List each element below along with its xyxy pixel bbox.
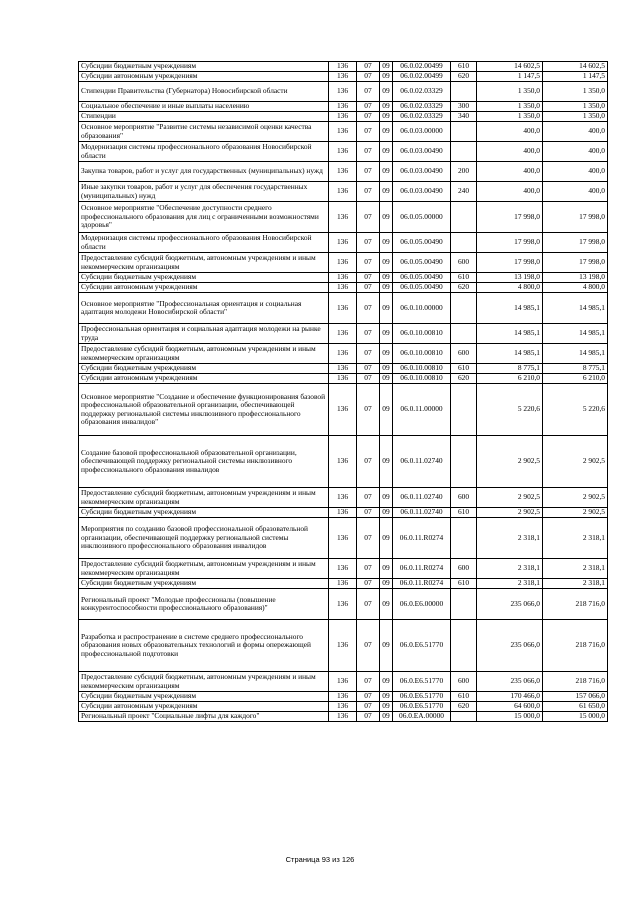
table-row	[79, 253, 608, 273]
cell-csr: 06.0.11.00000	[393, 384, 451, 436]
cell-csr: 06.0.11.02740	[393, 508, 451, 518]
cell-csr: 06.0.03.00490	[393, 182, 451, 202]
table-row	[79, 293, 608, 324]
cell-vr: 600	[451, 488, 477, 508]
cell-gr: 136	[329, 102, 357, 112]
cell-sum-1: 1 350,0	[477, 102, 543, 112]
cell-csr: 06.0.E6.00000	[393, 589, 451, 620]
cell-sum-1: 170 466,0	[477, 692, 543, 702]
item-name: Субсидии бюджетным учреждениям	[79, 62, 329, 72]
cell-vr: 600	[451, 559, 477, 579]
item-name: Стипендии	[79, 112, 329, 122]
item-name: Мероприятия по созданию базовой профессиональной образовательной организации, обеспечивающей поддержку региональной системы инклюзивного профессионального образования инвалидов	[79, 518, 329, 559]
cell-rz: 07	[357, 283, 380, 293]
table-row	[79, 122, 608, 142]
cell-pr: 09	[380, 253, 393, 273]
item-name: Субсидии бюджетным учреждениям	[79, 273, 329, 283]
cell-sum-1: 2 902,5	[477, 436, 543, 488]
cell-rz: 07	[357, 182, 380, 202]
cell-csr: 06.0.10.00810	[393, 374, 451, 384]
cell-vr	[451, 436, 477, 488]
cell-gr: 136	[329, 672, 357, 692]
cell-rz: 07	[357, 162, 380, 182]
cell-pr: 09	[380, 142, 393, 162]
cell-pr: 09	[380, 712, 393, 722]
cell-gr: 136	[329, 162, 357, 182]
cell-pr: 09	[380, 508, 393, 518]
cell-vr	[451, 518, 477, 559]
item-name: Стипендии Правительства (Губернатора) Новосибирской области	[79, 82, 329, 102]
cell-rz: 07	[357, 82, 380, 102]
cell-gr: 136	[329, 283, 357, 293]
cell-sum-1: 64 600,0	[477, 702, 543, 712]
cell-gr: 136	[329, 518, 357, 559]
cell-sum-1: 13 198,0	[477, 273, 543, 283]
cell-gr: 136	[329, 293, 357, 324]
cell-sum-2: 2 318,1	[543, 559, 608, 579]
cell-sum-2: 157 066,0	[543, 692, 608, 702]
cell-gr: 136	[329, 579, 357, 589]
cell-sum-1: 17 998,0	[477, 233, 543, 253]
cell-sum-2: 218 716,0	[543, 672, 608, 692]
cell-sum-1: 2 902,5	[477, 508, 543, 518]
cell-rz: 07	[357, 233, 380, 253]
cell-pr: 09	[380, 589, 393, 620]
cell-sum-2: 17 998,0	[543, 202, 608, 233]
cell-vr: 240	[451, 182, 477, 202]
cell-vr	[451, 589, 477, 620]
cell-vr: 600	[451, 344, 477, 364]
cell-csr: 06.0.EA.00000	[393, 712, 451, 722]
cell-rz: 07	[357, 293, 380, 324]
table-row	[79, 374, 608, 384]
cell-sum-2: 1 350,0	[543, 102, 608, 112]
cell-rz: 07	[357, 712, 380, 722]
cell-pr: 09	[380, 202, 393, 233]
cell-vr: 620	[451, 283, 477, 293]
cell-sum-1: 400,0	[477, 182, 543, 202]
cell-csr: 06.0.05.00490	[393, 253, 451, 273]
cell-rz: 07	[357, 672, 380, 692]
cell-rz: 07	[357, 364, 380, 374]
cell-pr: 09	[380, 324, 393, 344]
cell-gr: 136	[329, 712, 357, 722]
cell-pr: 09	[380, 692, 393, 702]
cell-rz: 07	[357, 692, 380, 702]
cell-sum-2: 15 000,0	[543, 712, 608, 722]
cell-vr	[451, 233, 477, 253]
cell-rz: 07	[357, 72, 380, 82]
item-name: Предоставление субсидий бюджетным, автономным учреждениям и иным некоммерческим организациям	[79, 559, 329, 579]
cell-rz: 07	[357, 112, 380, 122]
cell-vr: 610	[451, 273, 477, 283]
cell-csr: 06.0.11.02740	[393, 488, 451, 508]
cell-sum-2: 14 602,5	[543, 62, 608, 72]
cell-csr: 06.0.05.00490	[393, 283, 451, 293]
cell-gr: 136	[329, 559, 357, 579]
cell-vr: 600	[451, 253, 477, 273]
cell-vr: 610	[451, 692, 477, 702]
cell-vr: 340	[451, 112, 477, 122]
cell-vr	[451, 142, 477, 162]
cell-rz: 07	[357, 122, 380, 142]
table-row	[79, 488, 608, 508]
item-name: Профессиональная ориентация и социальная адаптация молодежи на рынке труда	[79, 324, 329, 344]
cell-gr: 136	[329, 508, 357, 518]
cell-sum-1: 235 066,0	[477, 589, 543, 620]
table-body	[79, 62, 608, 722]
item-name: Субсидии бюджетным учреждениям	[79, 364, 329, 374]
cell-vr	[451, 82, 477, 102]
table-row	[79, 82, 608, 102]
cell-pr: 09	[380, 72, 393, 82]
cell-vr	[451, 293, 477, 324]
cell-csr: 06.0.E6.51770	[393, 702, 451, 712]
cell-csr: 06.0.03.00490	[393, 162, 451, 182]
item-name: Предоставление субсидий бюджетным, автономным учреждениям и иным некоммерческим организациям	[79, 672, 329, 692]
cell-sum-1: 17 998,0	[477, 253, 543, 273]
page-number: Страница 93 из 126	[285, 855, 355, 864]
table-row	[79, 112, 608, 122]
cell-sum-2: 2 902,5	[543, 488, 608, 508]
cell-vr: 610	[451, 508, 477, 518]
cell-rz: 07	[357, 488, 380, 508]
cell-vr: 610	[451, 62, 477, 72]
cell-rz: 07	[357, 579, 380, 589]
cell-sum-1: 2 318,1	[477, 518, 543, 559]
cell-gr: 136	[329, 702, 357, 712]
cell-sum-1: 2 318,1	[477, 559, 543, 579]
cell-csr: 06.0.10.00810	[393, 324, 451, 344]
cell-pr: 09	[380, 293, 393, 324]
cell-sum-1: 1 350,0	[477, 112, 543, 122]
cell-gr: 136	[329, 182, 357, 202]
cell-sum-1: 1 147,5	[477, 72, 543, 82]
cell-sum-1: 8 775,1	[477, 364, 543, 374]
cell-csr: 06.0.02.03329	[393, 102, 451, 112]
table-row	[79, 233, 608, 253]
table-row	[79, 344, 608, 364]
cell-rz: 07	[357, 374, 380, 384]
cell-sum-2: 2 318,1	[543, 579, 608, 589]
cell-sum-2: 6 210,0	[543, 374, 608, 384]
cell-rz: 07	[357, 273, 380, 283]
cell-sum-1: 14 985,1	[477, 293, 543, 324]
cell-vr: 600	[451, 672, 477, 692]
cell-gr: 136	[329, 384, 357, 436]
cell-gr: 136	[329, 344, 357, 364]
cell-pr: 09	[380, 559, 393, 579]
table-row	[79, 202, 608, 233]
item-name: Субсидии автономным учреждениям	[79, 702, 329, 712]
cell-sum-1: 235 066,0	[477, 620, 543, 672]
cell-gr: 136	[329, 436, 357, 488]
cell-csr: 06.0.02.00499	[393, 62, 451, 72]
cell-sum-2: 218 716,0	[543, 620, 608, 672]
cell-gr: 136	[329, 82, 357, 102]
table-row	[79, 508, 608, 518]
item-name: Основное мероприятие "Профессиональная ориентация и социальная адаптация молодежи Новосибирской области"	[79, 293, 329, 324]
cell-gr: 136	[329, 122, 357, 142]
cell-csr: 06.0.02.00499	[393, 72, 451, 82]
cell-csr: 06.0.03.00000	[393, 122, 451, 142]
table-row	[79, 364, 608, 374]
cell-csr: 06.0.E6.51770	[393, 672, 451, 692]
budget-table	[78, 61, 608, 722]
cell-sum-1: 14 985,1	[477, 324, 543, 344]
cell-vr: 200	[451, 162, 477, 182]
table-row	[79, 518, 608, 559]
cell-csr: 06.0.10.00810	[393, 344, 451, 364]
cell-gr: 136	[329, 620, 357, 672]
table-row	[79, 672, 608, 692]
table-row	[79, 559, 608, 579]
cell-rz: 07	[357, 559, 380, 579]
cell-gr: 136	[329, 364, 357, 374]
cell-csr: 06.0.05.00490	[393, 273, 451, 283]
cell-pr: 09	[380, 518, 393, 559]
cell-csr: 06.0.02.03329	[393, 82, 451, 102]
cell-sum-2: 1 350,0	[543, 112, 608, 122]
cell-sum-1: 400,0	[477, 142, 543, 162]
table-row	[79, 102, 608, 112]
table-row	[79, 273, 608, 283]
cell-csr: 06.0.05.00490	[393, 233, 451, 253]
cell-sum-1: 14 602,5	[477, 62, 543, 72]
item-name: Субсидии автономным учреждениям	[79, 374, 329, 384]
table-row	[79, 702, 608, 712]
cell-pr: 09	[380, 436, 393, 488]
table-row	[79, 162, 608, 182]
cell-csr: 06.0.E6.51770	[393, 692, 451, 702]
item-name: Субсидии бюджетным учреждениям	[79, 508, 329, 518]
cell-csr: 06.0.11.R0274	[393, 559, 451, 579]
cell-vr: 620	[451, 72, 477, 82]
cell-gr: 136	[329, 202, 357, 233]
cell-csr: 06.0.05.00000	[393, 202, 451, 233]
cell-vr: 610	[451, 579, 477, 589]
table-row	[79, 72, 608, 82]
table-row	[79, 712, 608, 722]
cell-pr: 09	[380, 273, 393, 283]
cell-rz: 07	[357, 620, 380, 672]
cell-sum-2: 2 902,5	[543, 436, 608, 488]
cell-pr: 09	[380, 112, 393, 122]
cell-rz: 07	[357, 202, 380, 233]
cell-sum-2: 400,0	[543, 162, 608, 182]
cell-sum-2: 8 775,1	[543, 364, 608, 374]
cell-vr: 610	[451, 364, 477, 374]
cell-sum-2: 13 198,0	[543, 273, 608, 283]
item-name: Закупка товаров, работ и услуг для государственных (муниципальных) нужд	[79, 162, 329, 182]
cell-gr: 136	[329, 112, 357, 122]
cell-rz: 07	[357, 508, 380, 518]
cell-sum-1: 6 210,0	[477, 374, 543, 384]
item-name: Модернизация системы профессионального образования Новосибирской области	[79, 142, 329, 162]
cell-sum-1: 17 998,0	[477, 202, 543, 233]
cell-sum-1: 2 902,5	[477, 488, 543, 508]
cell-gr: 136	[329, 374, 357, 384]
cell-sum-1: 14 985,1	[477, 344, 543, 364]
cell-pr: 09	[380, 702, 393, 712]
cell-gr: 136	[329, 253, 357, 273]
cell-sum-2: 1 350,0	[543, 82, 608, 102]
cell-rz: 07	[357, 253, 380, 273]
table-row	[79, 142, 608, 162]
page-footer	[0, 855, 640, 864]
item-name: Основное мероприятие "Обеспечение доступности среднего профессионального образования для лиц с ограниченными возможностями здоровья"	[79, 202, 329, 233]
item-name: Социальное обеспечение и иные выплаты населению	[79, 102, 329, 112]
cell-rz: 07	[357, 384, 380, 436]
cell-vr	[451, 122, 477, 142]
cell-sum-1: 400,0	[477, 122, 543, 142]
cell-sum-2: 400,0	[543, 182, 608, 202]
cell-sum-2: 4 800,0	[543, 283, 608, 293]
cell-rz: 07	[357, 324, 380, 344]
cell-pr: 09	[380, 488, 393, 508]
item-name: Создание базовой профессиональной образовательной организации, обеспечивающей поддержку региональной системы инклюзивного профессионального образования инвалидов	[79, 436, 329, 488]
table-row	[79, 620, 608, 672]
cell-rz: 07	[357, 436, 380, 488]
cell-csr: 06.0.11.R0274	[393, 579, 451, 589]
cell-pr: 09	[380, 233, 393, 253]
item-name: Основное мероприятие "Развитие системы независимой оценки качества образования"	[79, 122, 329, 142]
cell-gr: 136	[329, 273, 357, 283]
cell-vr	[451, 384, 477, 436]
cell-vr	[451, 620, 477, 672]
table-row	[79, 62, 608, 72]
cell-gr: 136	[329, 72, 357, 82]
item-name: Основное мероприятие "Создание и обеспечение функционирования базовой профессиональной образовательной организации, обеспечивающей поддержку региональной системы инклюзивного профессионального образования инвалидов"	[79, 384, 329, 436]
cell-sum-1: 15 000,0	[477, 712, 543, 722]
item-name: Региональный проект "Социальные лифты для каждого"	[79, 712, 329, 722]
cell-gr: 136	[329, 488, 357, 508]
cell-csr: 06.0.11.02740	[393, 436, 451, 488]
item-name: Региональный проект "Молодые профессионалы (повышение конкурентоспособности профессионального образования)"	[79, 589, 329, 620]
cell-gr: 136	[329, 589, 357, 620]
item-name: Субсидии автономным учреждениям	[79, 283, 329, 293]
cell-sum-2: 5 220,6	[543, 384, 608, 436]
cell-sum-2: 2 902,5	[543, 508, 608, 518]
cell-sum-2: 400,0	[543, 122, 608, 142]
item-name: Предоставление субсидий бюджетным, автономным учреждениям и иным некоммерческим организациям	[79, 344, 329, 364]
table-row	[79, 384, 608, 436]
cell-rz: 07	[357, 518, 380, 559]
table-row	[79, 692, 608, 702]
cell-pr: 09	[380, 182, 393, 202]
cell-pr: 09	[380, 364, 393, 374]
cell-gr: 136	[329, 142, 357, 162]
cell-vr	[451, 712, 477, 722]
cell-vr: 300	[451, 102, 477, 112]
table-row	[79, 182, 608, 202]
item-name: Модернизация системы профессионального образования Новосибирской области	[79, 233, 329, 253]
cell-sum-1: 5 220,6	[477, 384, 543, 436]
cell-sum-2: 14 985,1	[543, 344, 608, 364]
item-name: Предоставление субсидий бюджетным, автономным учреждениям и иным некоммерческим организациям	[79, 253, 329, 273]
cell-rz: 07	[357, 102, 380, 112]
cell-vr	[451, 324, 477, 344]
cell-rz: 07	[357, 62, 380, 72]
table-row	[79, 589, 608, 620]
item-name: Субсидии бюджетным учреждениям	[79, 579, 329, 589]
cell-pr: 09	[380, 579, 393, 589]
table-row	[79, 436, 608, 488]
item-name: Субсидии бюджетным учреждениям	[79, 692, 329, 702]
cell-vr: 620	[451, 374, 477, 384]
item-name: Разработка и распространение в системе среднего профессионального образования новых образовательных технологий и формы опережающей профессиональной подготовки	[79, 620, 329, 672]
cell-csr: 06.0.10.00810	[393, 364, 451, 374]
cell-sum-2: 1 147,5	[543, 72, 608, 82]
table-row	[79, 324, 608, 344]
cell-sum-1: 235 066,0	[477, 672, 543, 692]
cell-pr: 09	[380, 62, 393, 72]
cell-rz: 07	[357, 702, 380, 712]
cell-csr: 06.0.10.00000	[393, 293, 451, 324]
cell-rz: 07	[357, 344, 380, 364]
cell-pr: 09	[380, 374, 393, 384]
cell-sum-2: 17 998,0	[543, 253, 608, 273]
cell-gr: 136	[329, 692, 357, 702]
table-row	[79, 283, 608, 293]
cell-sum-1: 2 318,1	[477, 579, 543, 589]
cell-sum-2: 14 985,1	[543, 293, 608, 324]
cell-csr: 06.0.03.00490	[393, 142, 451, 162]
cell-pr: 09	[380, 102, 393, 112]
item-name: Иные закупки товаров, работ и услуг для обеспечения государственных (муниципальных) нужд	[79, 182, 329, 202]
cell-sum-2: 17 998,0	[543, 233, 608, 253]
cell-csr: 06.0.11.R0274	[393, 518, 451, 559]
cell-pr: 09	[380, 620, 393, 672]
cell-rz: 07	[357, 589, 380, 620]
cell-pr: 09	[380, 384, 393, 436]
cell-pr: 09	[380, 82, 393, 102]
item-name: Предоставление субсидий бюджетным, автономным учреждениям и иным некоммерческим организациям	[79, 488, 329, 508]
cell-rz: 07	[357, 142, 380, 162]
cell-pr: 09	[380, 672, 393, 692]
cell-gr: 136	[329, 324, 357, 344]
cell-sum-2: 14 985,1	[543, 324, 608, 344]
cell-gr: 136	[329, 233, 357, 253]
table-row	[79, 579, 608, 589]
cell-gr: 136	[329, 62, 357, 72]
cell-sum-2: 218 716,0	[543, 589, 608, 620]
cell-vr: 620	[451, 702, 477, 712]
cell-sum-1: 1 350,0	[477, 82, 543, 102]
cell-sum-1: 400,0	[477, 162, 543, 182]
cell-pr: 09	[380, 162, 393, 182]
cell-pr: 09	[380, 122, 393, 142]
item-name: Субсидии автономным учреждениям	[79, 72, 329, 82]
cell-sum-2: 2 318,1	[543, 518, 608, 559]
cell-sum-2: 61 650,0	[543, 702, 608, 712]
cell-csr: 06.0.E6.51770	[393, 620, 451, 672]
cell-pr: 09	[380, 344, 393, 364]
cell-sum-1: 4 800,0	[477, 283, 543, 293]
cell-csr: 06.0.02.03329	[393, 112, 451, 122]
cell-sum-2: 400,0	[543, 142, 608, 162]
cell-vr	[451, 202, 477, 233]
cell-pr: 09	[380, 283, 393, 293]
